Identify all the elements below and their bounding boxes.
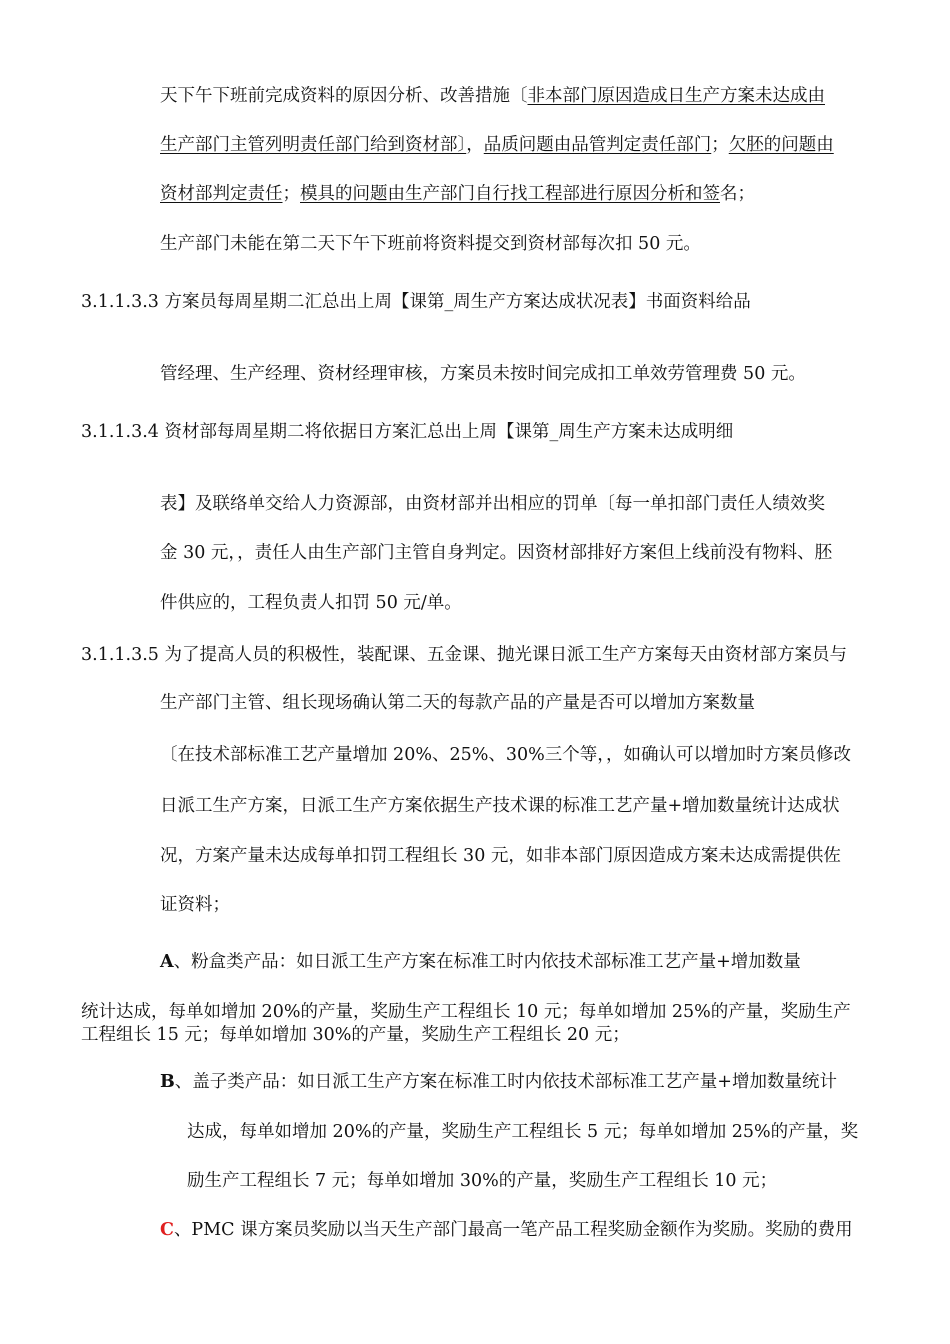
para-line: 达成，每单如增加 20%的产量，奖励生产工程组长 5 元；每单如增加 25%的产量，奖 xyxy=(187,1122,859,1142)
para-line: 证资料； xyxy=(160,895,230,915)
text-span: 、盖子类产品：如日派工生产方案在标准工时内依技术部标准工艺产量+增加数量统计 xyxy=(174,1072,837,1092)
underlined-text: 生产部门主管列明责任部门给到资材部〕 xyxy=(160,135,467,155)
para-line: 管经理、生产经理、资材经理审核，方案员未按时间完成扣工单效劳管理费 50 元。 xyxy=(160,364,806,384)
item-label-a: A xyxy=(160,952,174,972)
list-item-b xyxy=(160,1070,837,1094)
list-item-a xyxy=(160,950,801,974)
text-span: ， xyxy=(466,135,484,155)
item-label-b: B xyxy=(160,1072,175,1092)
underlined-text: 资材部判定责任 xyxy=(160,184,283,204)
text-span: 、粉盒类产品：如日派工生产方案在标准工时内依技术部标准工艺产量+增加数量 xyxy=(173,952,801,972)
para-line: 日派工生产方案，日派工生产方案依据生产技术课的标准工艺产量+增加数量统计达成状 xyxy=(160,796,840,816)
text-span: 名； xyxy=(720,184,755,204)
para-line xyxy=(160,84,825,108)
para-line: 件供应的，工程负责人扣罚 50 元/单。 xyxy=(160,593,462,613)
text-span: 、PMC 课方案员奖励以当天生产部门最高一笔产品工程奖励金额作为奖励。奖励的费用 xyxy=(173,1220,853,1240)
para-line: 统计达成，每单如增加 20%的产量，奖励生产工程组长 10 元；每单如增加 25%的产量，奖励生产 xyxy=(81,1002,851,1022)
para-line: 金 30 元，，责任人由生产部门主管自身判定。因资材部排好方案但上线前没有物料、胚 xyxy=(160,543,833,563)
underlined-text: 非本部门原因造成日生产方案未达成由 xyxy=(527,86,825,106)
para-line: 励生产工程组长 7 元；每单如增加 30%的产量，奖励生产工程组长 10 元； xyxy=(187,1171,778,1191)
text-span: 天下午下班前完成资料的原因分析、改善措施〔 xyxy=(160,86,528,106)
section-heading-3-1-1-3-5: 3.1.1.3.5 为了提高人员的积极性，装配课、五金课、抛光课日派工生产方案每天由资材部方案员与 xyxy=(81,645,847,665)
para-line: 生产部门主管、组长现场确认第二天的每款产品的产量是否可以增加方案数量 xyxy=(160,693,755,713)
section-heading-3-1-1-3-4: 3.1.1.3.4 资材部每周星期二将依据日方案汇总出上周【课第_周生产方案未达成明细 xyxy=(81,422,734,442)
para-line: 工程组长 15 元；每单如增加 30%的产量，奖励生产工程组长 20 元； xyxy=(81,1025,630,1045)
para-line: 〔在技术部标准工艺产量增加 20%、25%、30%三个等，，如确认可以增加时方案员修改 xyxy=(160,745,851,765)
text-span: ； xyxy=(711,135,729,155)
para-line: 生产部门未能在第二天下午下班前将资料提交到资材部每次扣 50 元。 xyxy=(160,234,701,254)
para-line xyxy=(160,133,834,157)
underlined-text: 品质问题由品管判定责任部门 xyxy=(483,135,712,155)
list-item-c xyxy=(160,1218,853,1242)
para-line xyxy=(160,182,755,206)
text-span: ； xyxy=(282,184,300,204)
underlined-text: 欠胚的问题由 xyxy=(728,135,834,155)
para-line: 表】及联络单交给人力资源部，由资材部并出相应的罚单〔每一单扣部门责任人绩效奖 xyxy=(160,494,825,514)
underlined-text: 模具的问题由生产部门自行找工程部进行原因分析和签 xyxy=(300,184,720,204)
item-label-c: C xyxy=(160,1220,174,1240)
section-heading-3-1-1-3-3: 3.1.1.3.3 方案员每周星期二汇总出上周【课第_周生产方案达成状况表】书面资料给品 xyxy=(81,292,751,312)
para-line: 况，方案产量未达成每单扣罚工程组长 30 元，如非本部门原因造成方案未达成需提供佐 xyxy=(160,846,841,866)
